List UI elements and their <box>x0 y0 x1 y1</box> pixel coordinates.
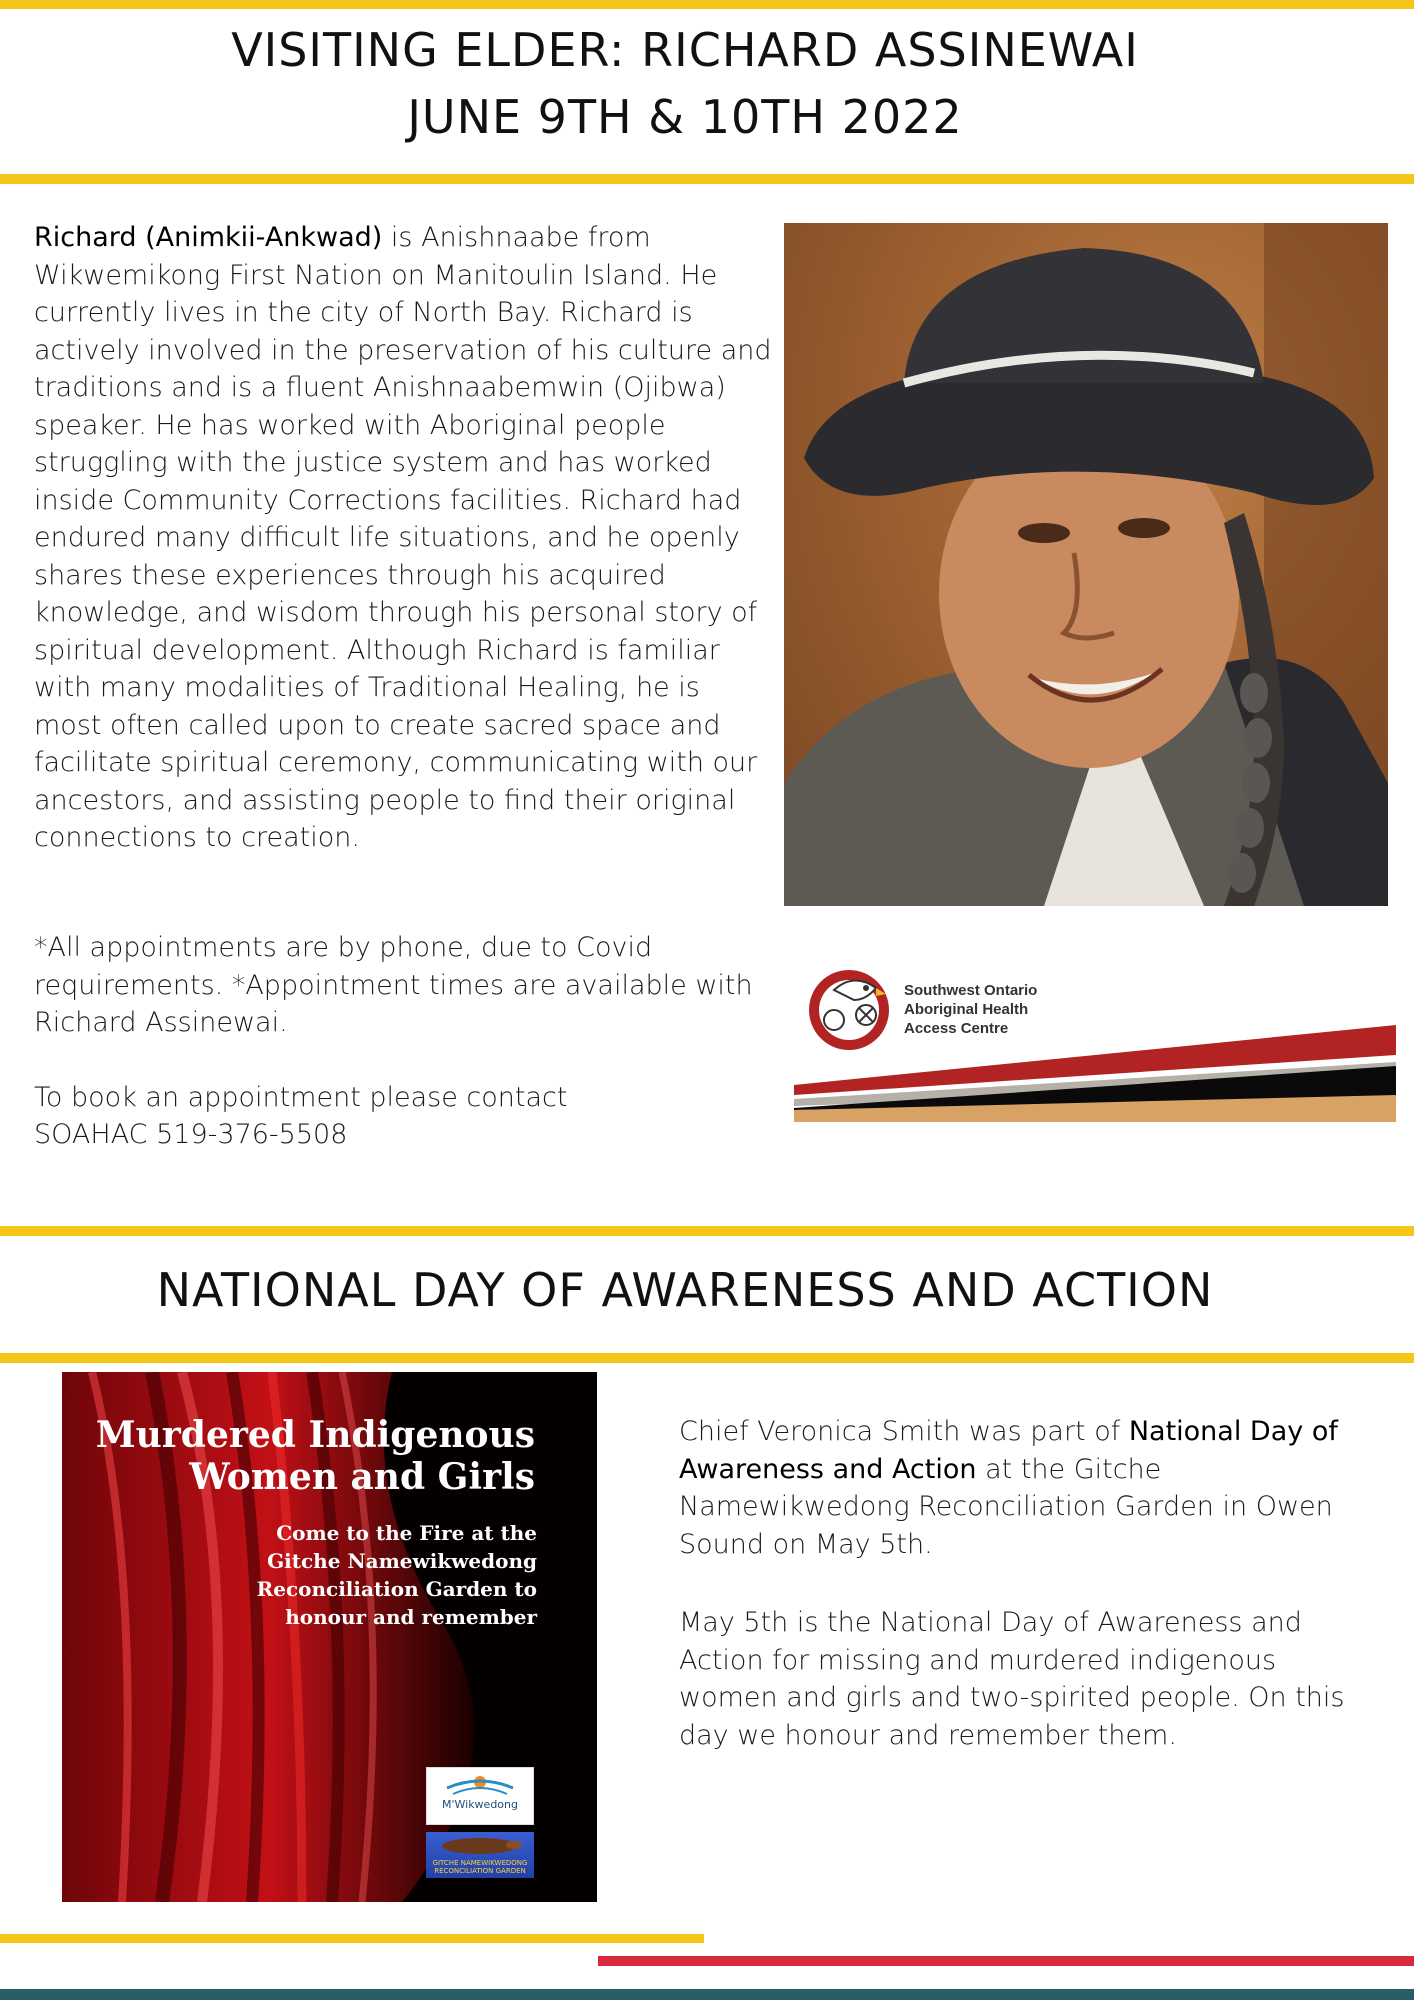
header-divider <box>0 174 1414 184</box>
footer-red-bar <box>598 1956 1414 1966</box>
awareness-paragraph-2: May 5th is the National Day of Awareness and Action for missing and murdered indigenous women and girls and two-spirited people. On this day we honour and remember them. <box>679 1607 1345 1751</box>
contact-line1: To book an appointment please contact <box>34 1082 568 1113</box>
soahac-logo-line1: Southwest Ontario <box>904 982 1038 999</box>
turtle-icon <box>426 1834 534 1856</box>
soahac-logo <box>794 960 1396 1122</box>
soahac-logo-graphic <box>794 960 1396 1122</box>
wave-icon <box>427 1770 533 1800</box>
mwikwedong-logo-text: M'Wikwedong <box>441 1798 518 1811</box>
reconciliation-garden-logo <box>426 1832 534 1878</box>
elder-bio <box>34 219 774 857</box>
reconciliation-garden-logo-text: GITCHE NAMEWIKWEDONG RECONCILIATION GARDEN <box>432 1859 528 1875</box>
section-divider-bottom <box>0 1353 1414 1363</box>
appointment-note: *All appointments are by phone, due to Covid requirements. *Appointment times are available with Richard Assinewai. <box>34 932 753 1038</box>
elder-name: Richard (Animkii-Ankwad) <box>34 222 383 253</box>
soahac-logo-line2: Aboriginal Health <box>904 1001 1029 1018</box>
poster-title: Murdered Indigenous Women and Girls <box>95 1414 535 1498</box>
top-border-bar <box>0 0 1414 9</box>
poster-subtitle: Come to the Fire at the Gitche Namewikwedong Reconciliation Garden to honour and remember <box>256 1521 537 1629</box>
soahac-logo-line3: Access Centre <box>904 1020 1009 1037</box>
mmiwg-poster <box>62 1372 597 1902</box>
section-divider-top <box>0 1226 1414 1236</box>
elder-bio-text: is Anishnaabe from Wikwemikong First Nation on Manitoulin Island. He currently lives in the city of North Bay. Richard is actively involved in the preservation of his culture and traditions and is a fluent Anishnaabemwin (Ojibwa) speaker. He has worked with Aboriginal people struggling with the justice system and has worked inside Community Corrections facilities. Richard had endured many difficult life situations, and he openly shares these experiences through his acquired knowledge, and wisdom through his personal story of spiritual development. Although Richard is familiar with many modalities of Traditional Healing, he is most often called upon to create sacred space and facilitate spiritual ceremony, communicating with our ancestors, and assisting people to find their original connections to creation. <box>34 222 772 853</box>
elder-portrait-illustration <box>784 223 1388 906</box>
page-title-line2: JUNE 9TH & 10TH 2022 <box>407 90 963 144</box>
elder-photo <box>784 223 1388 906</box>
mwikwedong-logo <box>426 1767 534 1825</box>
awareness-paragraph-1 <box>679 1413 1369 1563</box>
footer-yellow-bar <box>0 1934 704 1943</box>
awareness-p1-start: Chief Veronica Smith was part of <box>679 1416 1129 1447</box>
contact-phone: SOAHAC 519-376-5508 <box>34 1119 348 1150</box>
awareness-heading: NATIONAL DAY OF AWARENESS AND ACTION <box>156 1263 1214 1317</box>
footer-teal-bar <box>0 1989 1414 2000</box>
awareness-p1-bold: National Day of Awareness and Action <box>679 1416 1338 1485</box>
page-title-line1: VISITING ELDER: RICHARD ASSINEWAI <box>231 23 1139 77</box>
awareness-p1-end: at the Gitche Namewikwedong Reconciliation Garden in Owen Sound on May 5th. <box>679 1453 1333 1560</box>
